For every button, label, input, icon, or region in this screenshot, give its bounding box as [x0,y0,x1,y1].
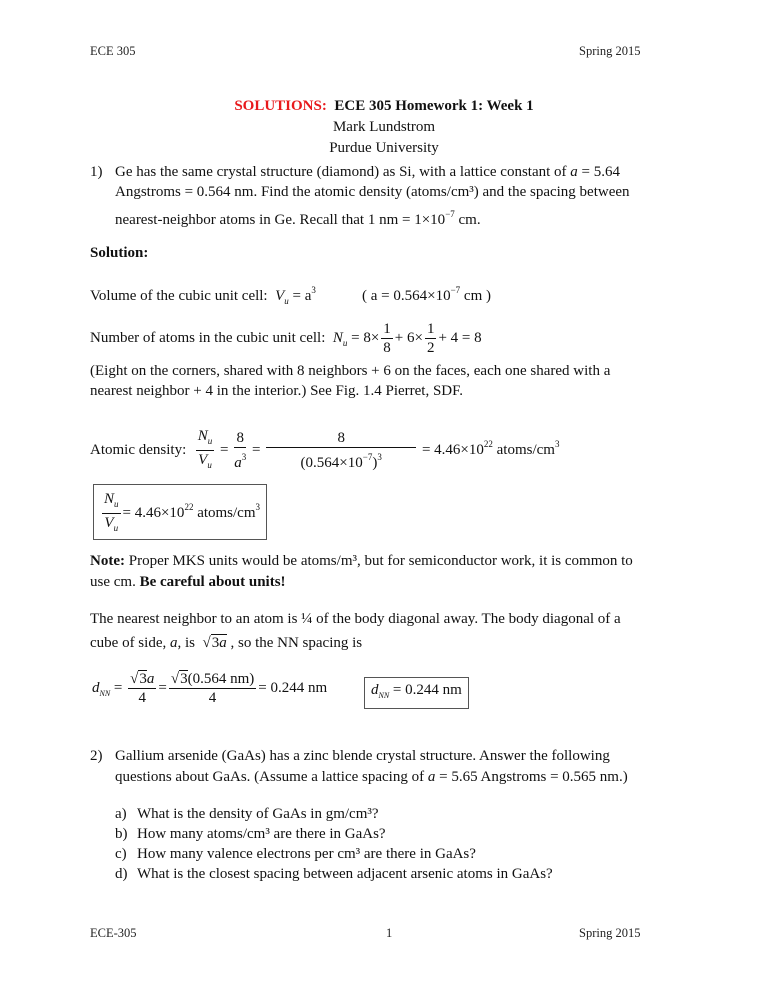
nn-equation: $d_{NN}$ = $\frac{√3a}{4}$ = $\frac{√3(0.564 nm)}{4}$ = 0.244 nm [92,671,328,707]
boxed-density-unit-exp: 3 [255,502,261,512]
atoms-label: Number of atoms in the cubic unit cell: [90,330,326,346]
volume-note-end: cm ) [460,288,491,304]
atoms-term2: + 6× [394,330,423,346]
problem2-line2-text: questions about GaAs. (Assume a lattice spacing of [115,769,428,785]
header-course: ECE 305 [90,44,136,58]
problem1-line3-text: nearest-neighbor atoms in Ge. Recall that 1 nm = [115,212,415,228]
title-main: ECE 305 Homework 1: Week 1 [334,98,534,114]
atoms-explain-2: nearest neighbor + 4 in the interior.) See Fig. 1.4 Pierret, SDF. [90,383,464,399]
density-result: = 4.46×10 [421,442,484,458]
part-text: What is the closest spacing between adjacent arsenic atoms in GaAs? [137,866,553,882]
atoms-term3: + 4 = 8 [438,330,482,346]
frac-num-sub: u [114,499,119,510]
volume-lhs: V [275,288,285,304]
fraction-8-over-lattice-cubed [266,429,416,472]
note-emphasis: Be careful about units! [139,574,286,590]
problem1-line2: Angstroms = 0.564 nm. Find the atomic density (atoms/cm³) and the spacing between [115,184,630,200]
boxed-density-answer [93,484,267,540]
volume-sub: u [284,296,289,306]
problem2-line2-end: = 5.65 Angstroms = 0.565 nm.) [435,769,628,785]
problem1-number: 1) [90,164,103,180]
volume-note-text: ( a = 0.564×10 [362,288,451,304]
sqrt-radicand: 3 [211,635,220,651]
part-text: How many valence electrons per cm³ are there in GaAs? [137,846,476,862]
frac-den: 8 [383,340,391,357]
list-item [115,864,553,884]
frac-num: N [104,491,115,508]
frac-den: V [198,452,208,469]
frac-num: 1 [426,321,435,338]
problem2-number: 2) [90,748,103,764]
density-unit-exp: 3 [554,439,560,449]
volume-label: Volume of the cubic unit cell: [90,288,268,304]
atoms-term1: = 8× [351,330,380,346]
frac-den-sub: u [207,460,212,471]
frac-num: 8 [234,429,246,448]
fraction-8-over-a3 [234,429,246,472]
part-label: b) [115,826,128,842]
frac-num: 8 [266,429,416,448]
volume-exp: 3 [311,285,316,295]
problem1-line3-end: cm. [454,212,481,228]
frac-den: V [104,515,114,532]
page-number: 1 [386,926,393,940]
volume-note [362,280,491,306]
fraction-one-eighth [381,320,393,357]
frac-den-exp: 3 [241,452,247,463]
institution: Purdue University [329,140,439,156]
volume-note-exp: −7 [450,285,461,295]
fraction-n-over-v [196,427,215,474]
fraction-sqrt3-lattice-over-4: $\frac{√3(0.564 nm)}{4}$ [170,671,255,707]
nn-lhs-sub: NN [378,691,390,700]
sqrt-3a: √3a [202,635,227,651]
note-line2-text: use cm. [90,574,140,590]
var-a: a [427,769,436,785]
sqrt-radicand: 3 [139,671,147,688]
frac-den-outer-exp: 3 [377,452,382,463]
density-unit: atoms/cm [492,442,555,458]
nn-lhs-sub: NN [99,689,111,698]
part-label: d) [115,866,128,882]
density-line: Atomic density: $\frac{N_u}{V_u}$ = $\frac{8}{a^3}$ = $\frac{8}{(0.564\times 10^{-7})^3}$ = $4.46\times 10^{22}$ atoms/$cm^3$ [90,424,559,474]
list-item [115,844,476,864]
frac-num: 1 [383,321,391,338]
part-label: c) [115,846,127,862]
boxed-nn-value: = 0.244 nm [392,682,462,698]
atoms-explain-1: (Eight on the corners, shared with 8 neighbors + 6 on the faces, each one shared with a [90,363,611,379]
frac-num-rest: (0.564 nm) [187,671,255,688]
frac-den: (0.564×10 [300,455,363,472]
problem2-line1: Gallium arsenide (GaAs) has a zinc blende crystal structure. Answer the following [115,748,610,764]
boxed-density-value: = 4.46×10 [122,505,185,521]
nn-line2 [90,633,362,653]
density-result-exp: 22 [483,439,493,449]
part-text: What is the density of GaAs in gm/cm³? [137,806,379,822]
part-label: a) [115,806,127,822]
var-a: a [146,671,155,688]
var-a: a [219,635,227,651]
fraction-one-half [425,320,437,357]
frac-den-end: ) [372,455,378,472]
frac-num: N [197,428,208,445]
density-label: Atomic density: [90,442,187,458]
sqrt-radicand: 3 [180,671,188,688]
frac-num-sub: u [207,436,213,447]
var-a: a [169,635,178,651]
nn-lhs: d [371,682,379,698]
frac-den-sub: u [113,523,119,534]
footer-term: Spring 2015 [579,926,641,940]
problem2-line2 [115,767,628,787]
problem1-line1-text: Ge has the same crystal structure (diamond) as Si, with a lattice constant of [115,164,571,180]
nn-line1: The nearest neighbor to an atom is ¼ of the body diagonal away. The body diagonal of a [90,611,621,627]
part-text: How many atoms/cm³ are there in GaAs? [137,826,386,842]
frac-den-exp: −7 [362,452,373,463]
author: Mark Lundstrom [332,119,436,135]
problem1-line1-end: = 5.64 [577,164,620,180]
list-item [115,824,386,844]
frac-den: 2 [426,340,435,357]
boxed-density-unit: atoms/cm [193,505,256,521]
footer-course: ECE-305 [90,926,137,940]
atoms-lhs: N [332,330,343,346]
header-term: Spring 2015 [579,44,641,58]
note-line1 [90,551,633,571]
note-line2 [90,572,286,592]
note-text: Proper MKS units would be atoms/m³, but for semiconductor work, it is common to [124,553,633,569]
solutions-label: SOLUTIONS: [234,98,327,114]
volume-rhs: = a [292,288,312,304]
note-label: Note: [90,553,125,569]
nn-line2-text: cube of side, [90,635,170,651]
problem1-line3 [115,204,481,230]
volume-line [90,280,316,311]
fraction-sqrt3a-over-4: $\frac{√3a}{4}$ [130,671,155,707]
frac-den: 4 [208,690,217,707]
document-title [0,96,768,116]
boxed-nn-answer [364,677,469,709]
atoms-line [90,320,482,361]
fraction-n-over-v [102,490,121,537]
frac-den: 4 [138,690,146,707]
solution-label: Solution: [90,245,149,261]
nn-lhs: d [92,680,100,696]
var-a: a [570,164,578,180]
atoms-sub: u [342,338,348,348]
nn-line2-mid: , is [177,635,199,651]
conversion-exp: −7 [445,209,455,219]
nn-result: = 0.244 nm [258,680,328,696]
list-item [115,804,379,824]
nn-line2-end: , so the NN spacing is [226,635,363,651]
problem1-line1 [115,162,620,182]
frac-den: a [234,455,242,472]
conversion-value: 1×10 [414,212,446,228]
boxed-density-exp: 22 [184,502,194,512]
